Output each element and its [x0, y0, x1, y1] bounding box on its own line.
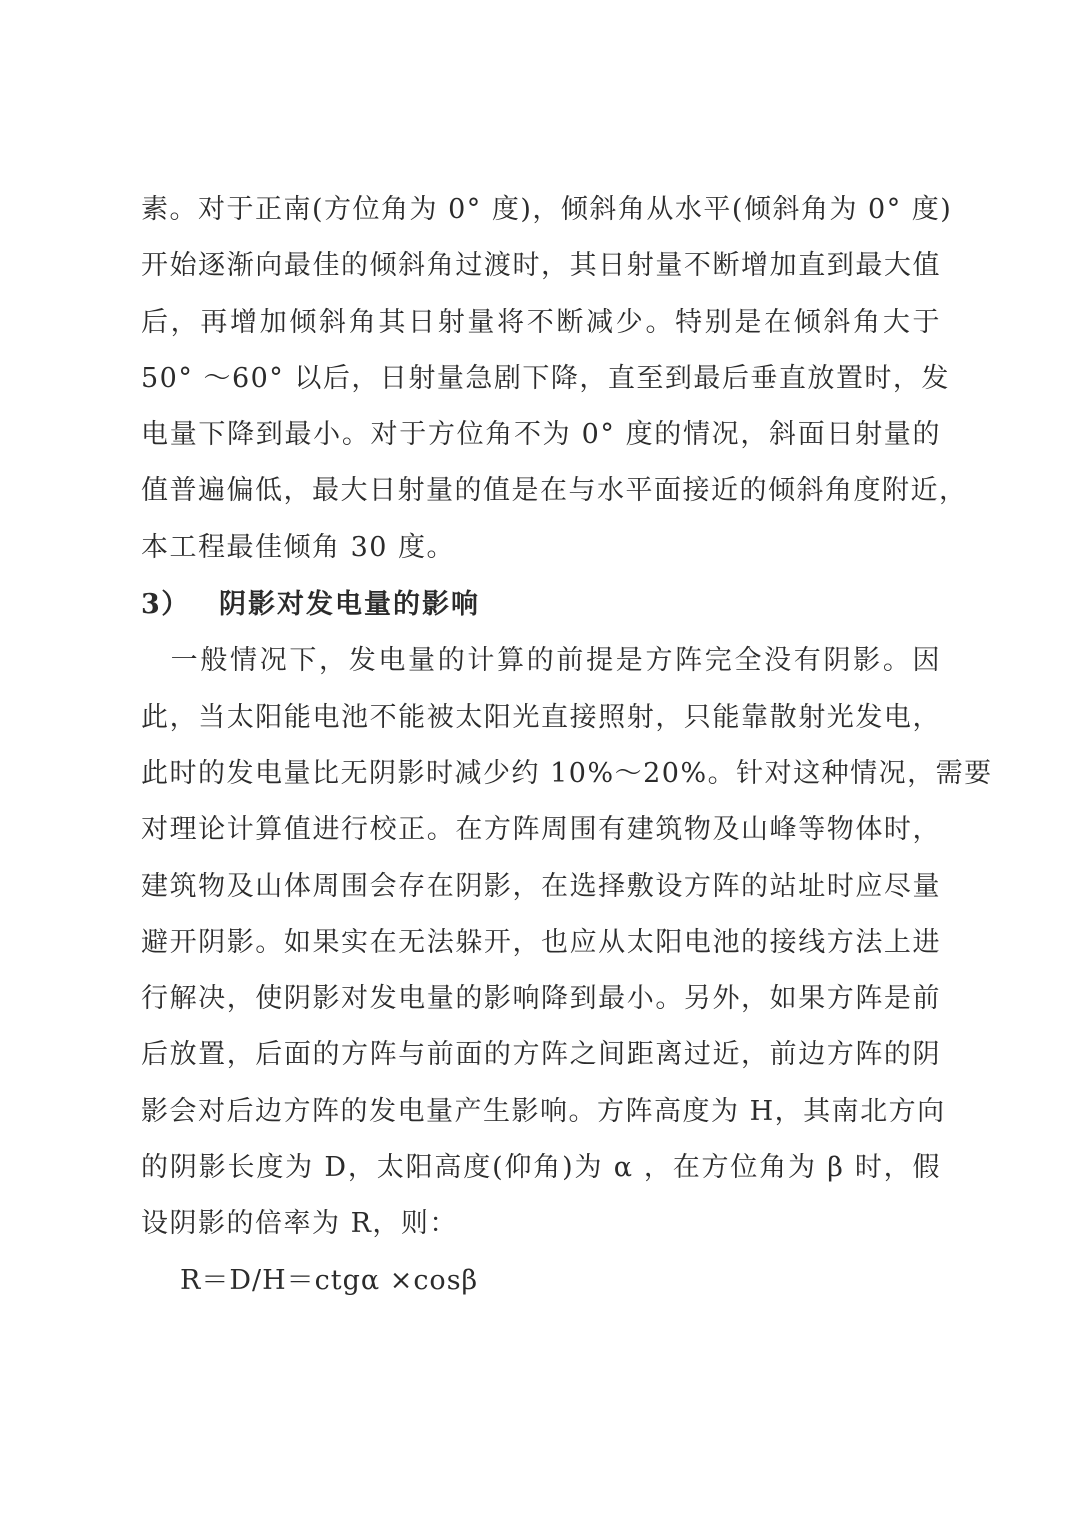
paragraph2-line-8: 后放置，后面的方阵与前面的方阵之间距离过近，前边方阵的阴 — [141, 1039, 941, 1070]
paragraph2-line-10: 的阴影长度为 D，太阳高度(仰角)为 α ，在方位角为 β 时，假 — [141, 1152, 941, 1183]
paragraph2-line-2: 此，当太阳能电池不能被太阳光直接照射，只能靠散射光发电， — [141, 702, 941, 733]
paragraph1-line-4: 50° ～60° 以后，日射量急剧下降，直至到最后垂直放置时，发 — [141, 363, 950, 394]
paragraph1-line-6: 值普遍偏低，最大日射量的值是在与水平面接近的倾斜角度附近， — [141, 475, 968, 506]
paragraph1-line-1: 素。对于正南(方位角为 0° 度)，倾斜角从水平(倾斜角为 0° 度) — [141, 194, 953, 225]
paragraph2-line-3: 此时的发电量比无阴影时减少约 10%～20%。针对这种情况，需要 — [141, 758, 993, 789]
paragraph2-line-1: 一般情况下，发电量的计算的前提是方阵完全没有阴影。因 — [141, 645, 941, 676]
paragraph2-line-9: 影会对后边方阵的发电量产生影响。方阵高度为 H，其南北方向 — [141, 1096, 946, 1127]
paragraph2-line-4: 对理论计算值进行校正。在方阵周围有建筑物及山峰等物体时， — [141, 814, 941, 845]
paragraph1-line-7: 本工程最佳倾角 30 度。 — [141, 532, 456, 563]
shadow-ratio-formula: R＝D/H＝ctgα ×cosβ — [180, 1265, 479, 1296]
paragraph2-line-11: 设阴影的倍率为 R，则： — [141, 1208, 458, 1239]
paragraph2-line-5: 建筑物及山体周围会存在阴影，在选择敷设方阵的站址时应尽量 — [141, 871, 941, 902]
paragraph1-line-5: 电量下降到最小。对于方位角不为 0° 度的情况，斜面日射量的 — [141, 419, 941, 450]
paragraph1-line-3: 后，再增加倾斜角其日射量将不断减少。特别是在倾斜角大于 — [141, 307, 941, 338]
paragraph2-line-6: 避开阴影。如果实在无法躲开，也应从太阳电池的接线方法上进 — [141, 927, 941, 958]
section-title: 阴影对发电量的影响 — [219, 589, 480, 620]
section-number: 3） — [141, 589, 190, 620]
paragraph1-line-2: 开始逐渐向最佳的倾斜角过渡时，其日射量不断增加直到最大值 — [141, 250, 941, 281]
paragraph2-line-7: 行解决，使阴影对发电量的影响降到最小。另外，如果方阵是前 — [141, 983, 941, 1014]
